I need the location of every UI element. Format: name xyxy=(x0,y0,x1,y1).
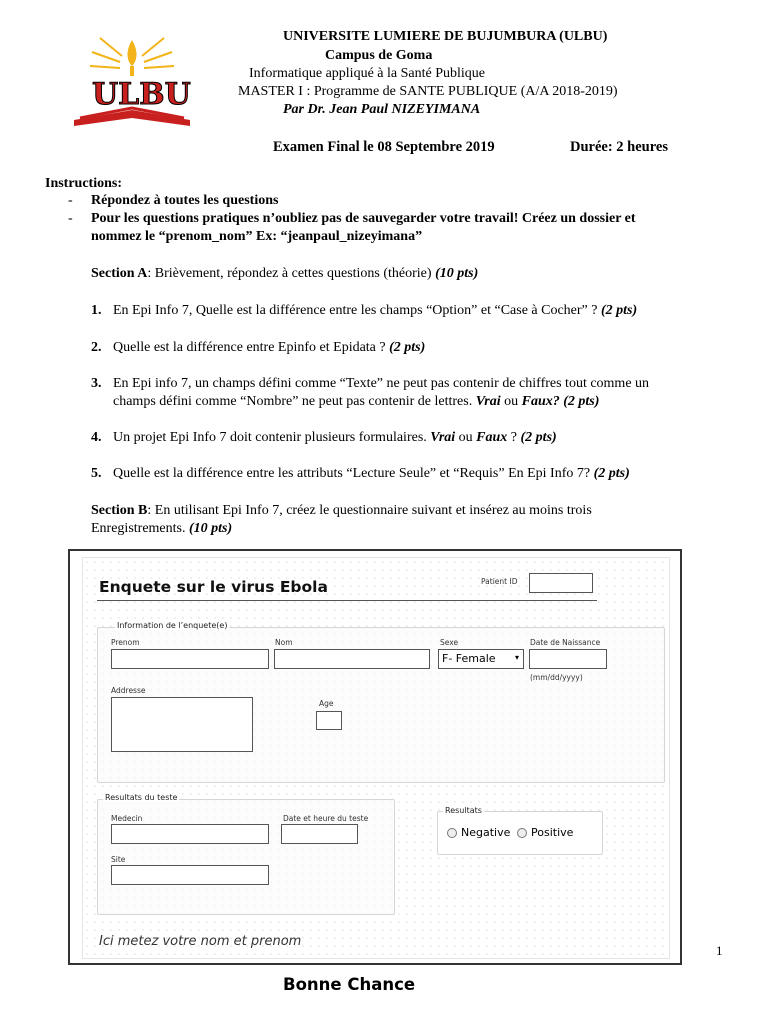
radio-circle-icon xyxy=(517,828,527,838)
question-text: En Epi info 7, un champs défini comme “Texte” ne peut pas contenir de chiffres tout comme un xyxy=(113,376,650,391)
address-input[interactable] xyxy=(111,697,253,752)
form-title: Enquete sur le virus Ebola xyxy=(99,578,328,596)
dropdown-arrow-icon: ▾ xyxy=(514,653,519,662)
instruction-bullet-2 xyxy=(68,211,636,227)
prenom-input[interactable] xyxy=(111,649,269,669)
form-canvas xyxy=(82,557,670,959)
bullet-dash: - xyxy=(68,211,73,226)
university-name: UNIVERSITE LUMIERE DE BUJUMBURA (ULBU) xyxy=(283,29,608,44)
dob-input[interactable] xyxy=(529,649,607,669)
question-1 xyxy=(91,303,637,319)
false-option: Faux xyxy=(521,394,553,409)
question-4 xyxy=(91,430,557,446)
closing-text: Bonne Chance xyxy=(283,975,416,994)
radio-circle-icon xyxy=(447,828,457,838)
true-option: Vrai xyxy=(475,394,501,409)
question-points: (2 pts) xyxy=(600,303,638,318)
age-input[interactable] xyxy=(316,711,342,730)
age-label: Age xyxy=(319,699,334,708)
question-number: 3. xyxy=(91,376,102,391)
question-number: 2. xyxy=(91,340,102,355)
or-word: ou xyxy=(458,430,473,445)
date-test-label: Date et heure du teste xyxy=(283,814,369,823)
title-underline xyxy=(97,600,597,601)
radio-positive[interactable] xyxy=(517,826,573,839)
question-points: (2 pts) xyxy=(520,430,557,445)
sexe-select[interactable] xyxy=(438,649,524,669)
page-number: 1 xyxy=(716,943,723,958)
radio-negative[interactable] xyxy=(447,826,510,839)
question-text: En Epi Info 7, Quelle est la différence entre les champs “Option” et “Case à Cocher” ? xyxy=(113,303,598,318)
group-information-title: Information de l’enquete(e) xyxy=(117,621,228,630)
nom-input[interactable] xyxy=(274,649,430,669)
section-a-points: (10 pts) xyxy=(435,266,479,281)
instruction-bullet-1 xyxy=(68,193,278,209)
group-results-title: Resultats du teste xyxy=(105,793,178,802)
question-text: Quelle est la différence entre Epinfo et Epidata ? xyxy=(113,340,386,355)
program-title: Informatique appliqué à la Santé Publique xyxy=(249,66,485,81)
instruction-text: Répondez à toutes les questions xyxy=(91,193,279,208)
question-3-cont xyxy=(113,394,599,410)
form-screenshot xyxy=(68,549,682,965)
master-program: MASTER I : Programme de SANTE PUBLIQUE (A/A 2018-2019) xyxy=(238,84,618,99)
resultats-title: Resultats xyxy=(445,806,482,815)
negative-label: Negative xyxy=(461,826,511,839)
question-text: Un projet Epi Info 7 doit contenir plusieurs formulaires. xyxy=(113,430,427,445)
exam-duration: Durée: 2 heures xyxy=(570,139,668,155)
positive-label: Positive xyxy=(531,826,574,839)
section-b-text: Enregistrements. xyxy=(91,521,186,536)
site-input[interactable] xyxy=(111,865,269,885)
question-5 xyxy=(91,466,630,482)
nom-label: Nom xyxy=(275,638,293,647)
section-b-points: (10 pts) xyxy=(188,521,233,536)
logo-text: ULBU xyxy=(92,77,191,112)
footer-note: Ici metez votre nom et prenom xyxy=(99,934,302,949)
prenom-label: Prenom xyxy=(111,638,140,647)
instruction-text: Pour les questions pratiques n’oubliez pas de sauvegarder votre travail! Créez un dossier et xyxy=(91,211,636,226)
dob-hint: (mm/dd/yyyy) xyxy=(530,673,583,682)
question-mark: ? xyxy=(552,394,560,409)
section-b-heading xyxy=(91,503,592,519)
question-number: 1. xyxy=(91,303,102,318)
bullet-dash: - xyxy=(68,193,73,208)
section-b-heading-cont xyxy=(91,521,232,537)
question-number: 5. xyxy=(91,466,102,481)
instructions-heading: Instructions: xyxy=(45,176,123,191)
section-a-text: : Brièvement, répondez à cettes questions (théorie) xyxy=(147,266,432,281)
site-label: Site xyxy=(111,855,126,864)
dob-label: Date de Naissance xyxy=(530,638,601,647)
question-points: (2 pts) xyxy=(389,340,426,355)
section-b-label: Section B xyxy=(91,503,148,518)
patient-id-input[interactable] xyxy=(529,573,593,593)
professor-name: Par Dr. Jean Paul NIZEYIMANA xyxy=(283,102,481,117)
question-points: (2 pts) xyxy=(593,466,630,481)
question-text: Quelle est la différence entre les attributs “Lecture Seule” et “Requis” En Epi Info 7? xyxy=(113,466,591,481)
campus-name: Campus de Goma xyxy=(325,48,433,63)
medecin-input[interactable] xyxy=(111,824,269,844)
section-a-label: Section A xyxy=(91,266,148,281)
section-b-text: : En utilisant Epi Info 7, créez le questionnaire suivant et insérez au moins trois xyxy=(147,503,592,518)
question-number: 4. xyxy=(91,430,102,445)
patient-id-label: Patient ID xyxy=(481,577,518,586)
question-2 xyxy=(91,340,425,356)
or-word: ou xyxy=(504,394,519,409)
university-logo xyxy=(70,30,200,130)
sexe-label: Sexe xyxy=(440,638,459,647)
sexe-value: F- Female xyxy=(442,652,496,665)
medecin-label: Medecin xyxy=(111,814,143,823)
instruction-bullet-2-cont: nommez le “prenom_nom” Ex: “jeanpaul_nizeyimana” xyxy=(91,229,423,244)
question-points: (2 pts) xyxy=(563,394,600,409)
false-option: Faux xyxy=(476,430,508,445)
exam-title: Examen Final le 08 Septembre 2019 xyxy=(273,139,495,155)
true-option: Vrai xyxy=(430,430,456,445)
question-3 xyxy=(91,376,649,392)
address-label: Addresse xyxy=(111,686,146,695)
section-a-heading xyxy=(91,266,478,282)
date-test-input[interactable] xyxy=(281,824,358,844)
question-text: champs défini comme “Nombre” ne peut pas contenir de lettres. xyxy=(113,394,473,409)
question-mark: ? xyxy=(510,430,518,445)
